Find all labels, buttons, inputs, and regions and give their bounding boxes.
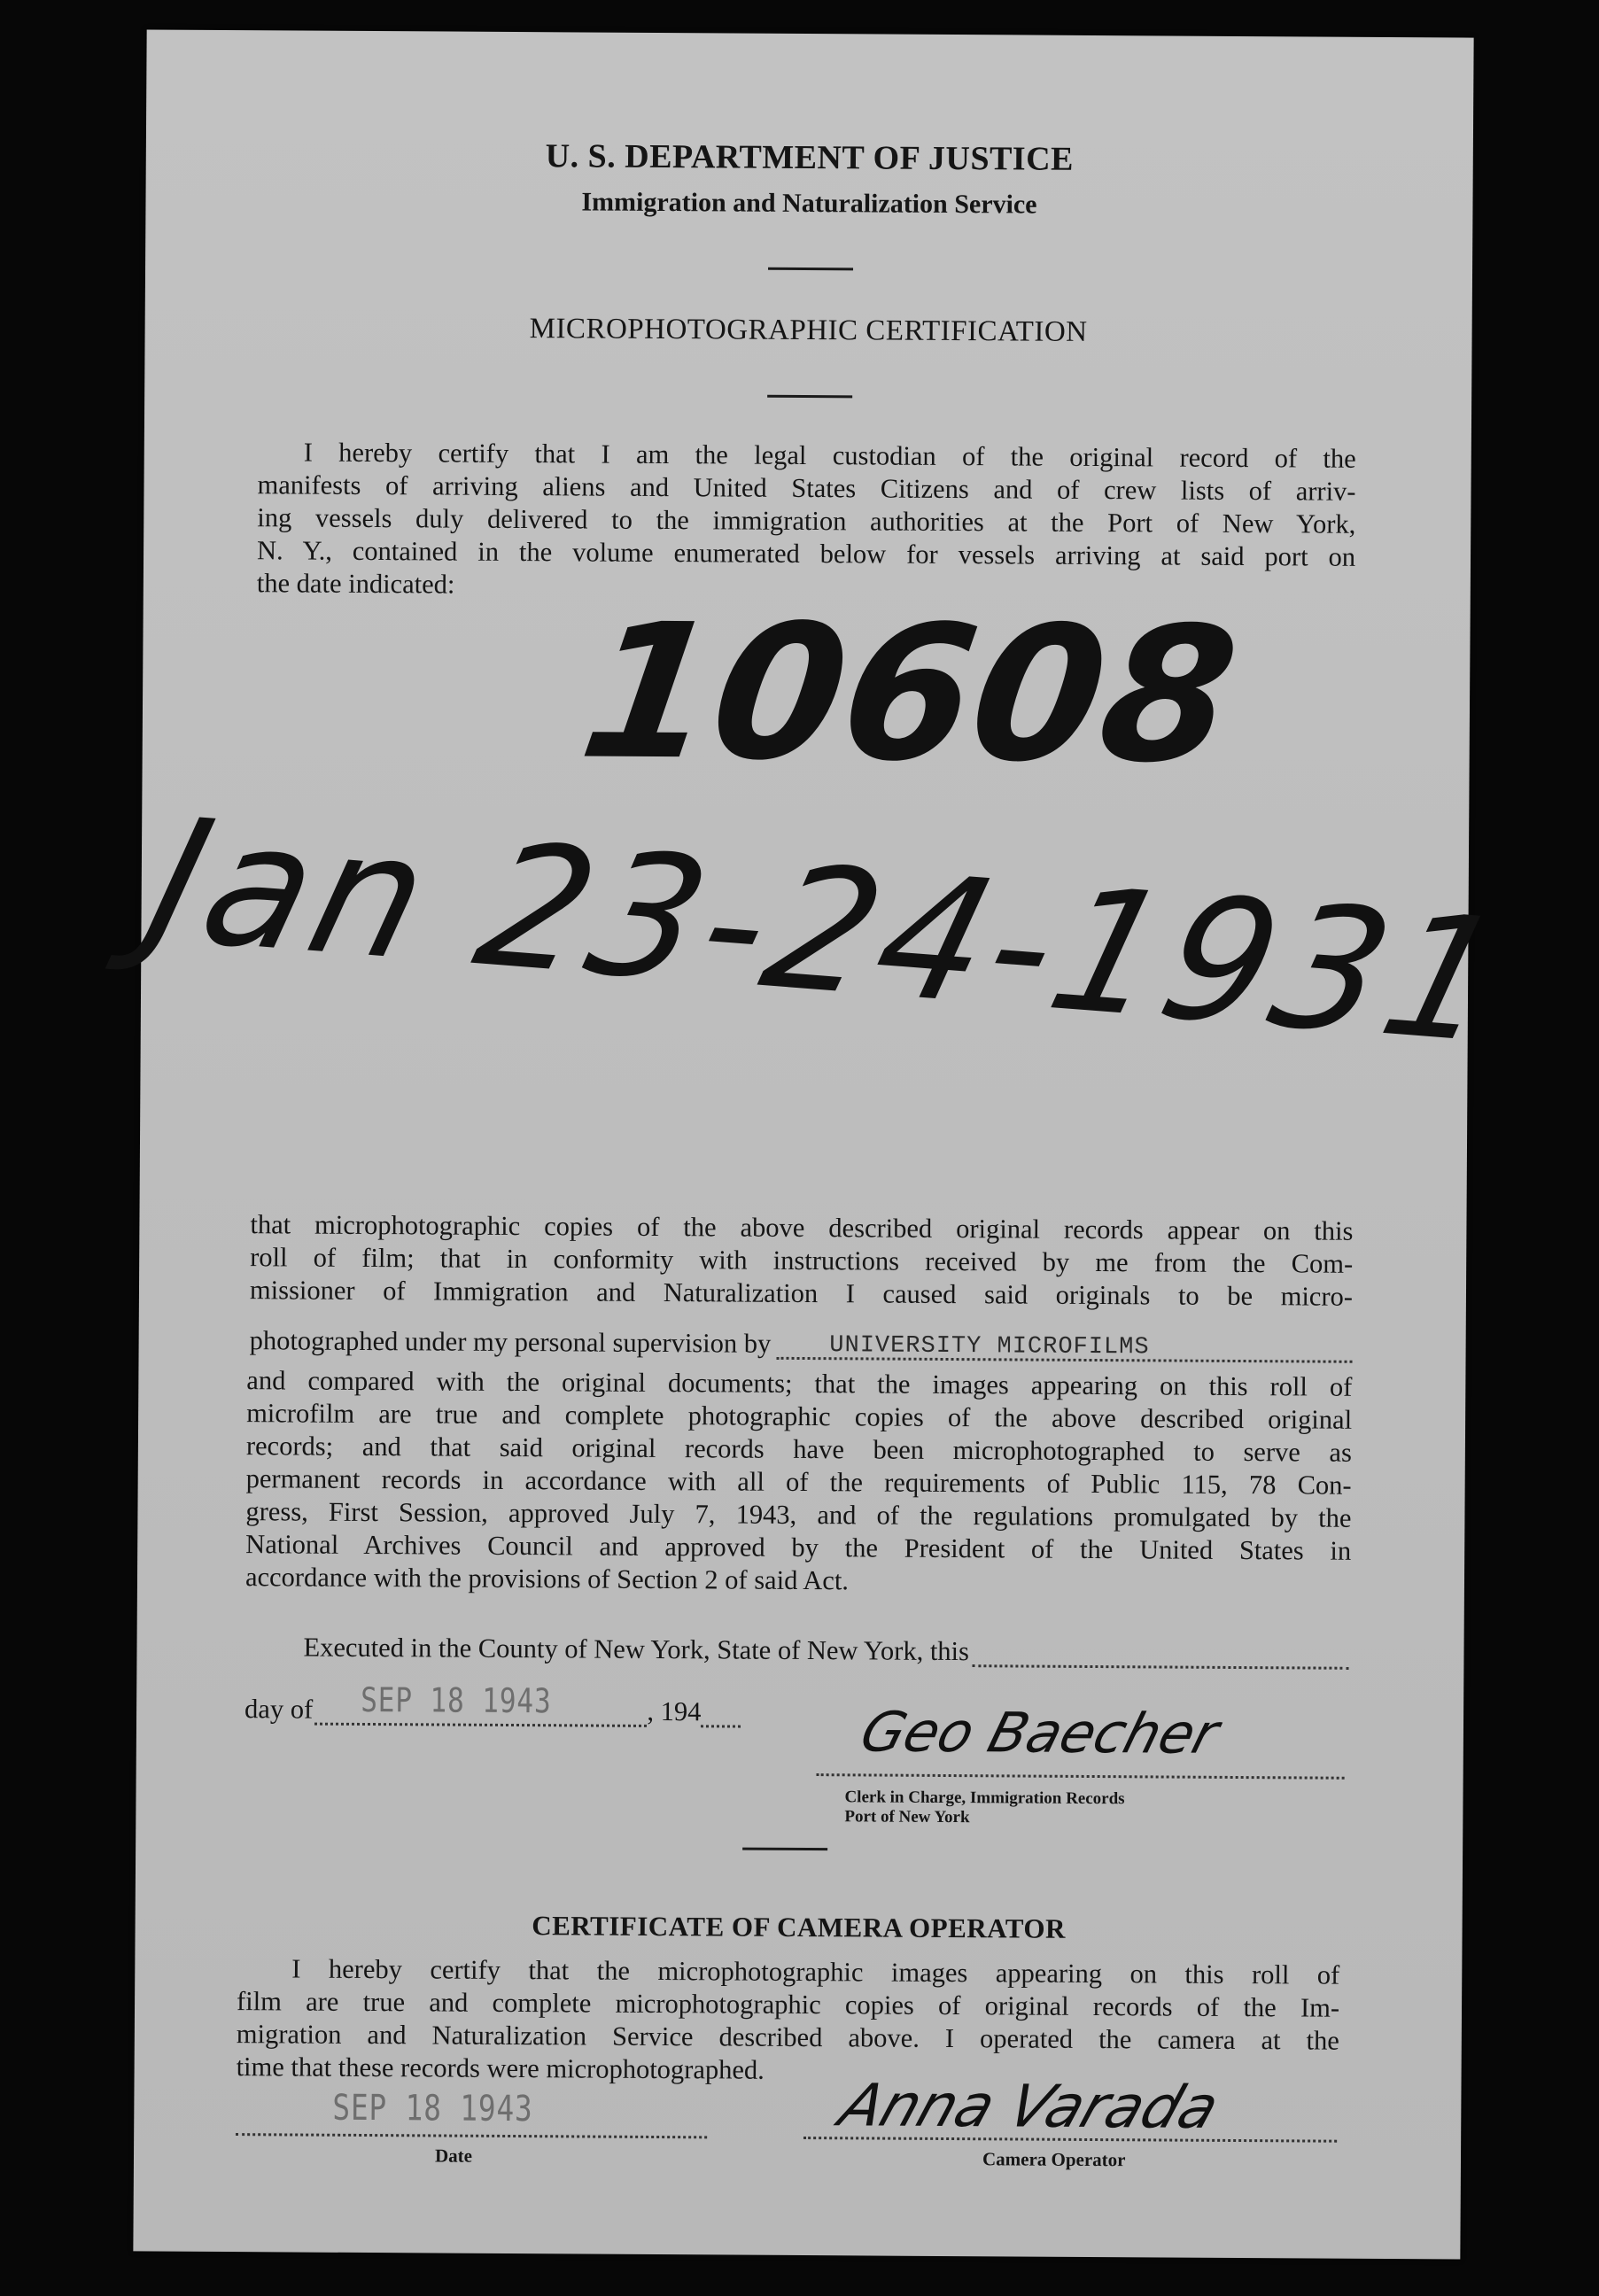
clerk-title-line2: Port of New York xyxy=(844,1807,970,1827)
divider-top xyxy=(768,268,853,271)
body-line: that microphotographic copies of the above described original records appear on this xyxy=(250,1209,1354,1246)
body-line: microfilm are true and complete photographic copies of the above described original xyxy=(246,1398,1353,1435)
day-of-line xyxy=(244,1679,741,1727)
camera-line: I hereby certify that the microphotographic images appearing on this roll of xyxy=(291,1953,1340,1990)
camera-operator-label: Camera Operator xyxy=(982,2148,1126,2171)
year-field xyxy=(701,1702,741,1727)
camera-date-label: Date xyxy=(434,2145,473,2167)
date-stamp: SEP 18 1943 xyxy=(361,1679,552,1721)
certificate-page xyxy=(130,29,1525,2259)
department-heading: U. S. DEPARTMENT OF JUSTICE xyxy=(545,137,1075,178)
supervision-line xyxy=(250,1325,1353,1363)
body-paragraph-2 xyxy=(245,1364,1353,1601)
body-line: gress, First Session, approved July 7, 1943, and of the regulations promulgated by the xyxy=(245,1496,1352,1533)
intro-line: ing vessels duly delivered to the immigration authorities at the Port of New York, xyxy=(257,502,1356,539)
intro-line: N. Y., contained in the volume enumerated below for vessels arriving at said port on xyxy=(256,535,1356,572)
camera-date-line xyxy=(236,2121,707,2138)
camera-date-stamp: SEP 18 1943 xyxy=(332,2087,533,2130)
camera-line: film are true and complete microphotographic copies of original records of the Im- xyxy=(236,1986,1340,2023)
body-line: roll of film; that in conformity with instructions received by me from the Com- xyxy=(250,1242,1354,1279)
executed-text: Executed in the County of New York, State of New York, this xyxy=(303,1632,970,1667)
body-line: records; and that said original records have been microphotographed to serve as xyxy=(245,1431,1352,1468)
handwritten-date: Jan 23-24-1931 xyxy=(130,781,1525,1081)
divider-mid xyxy=(767,395,852,399)
camera-section-title: CERTIFICATE OF CAMERA OPERATOR xyxy=(532,1910,1067,1944)
body-line: National Archives Council and approved by the President of the United States in xyxy=(245,1529,1352,1566)
body-paragraph xyxy=(250,1208,1354,1314)
supervision-prefix: photographed under my personal supervision by xyxy=(249,1325,772,1359)
year-prefix: , 194 xyxy=(647,1695,702,1727)
camera-line: migration and Naturalization Service described above. I operated the camera at the xyxy=(236,2019,1339,2056)
typed-filmer-name: UNIVERSITY MICROFILMS xyxy=(829,1332,1150,1361)
body-line: missioner of Immigration and Naturalization I caused said originals to be micro- xyxy=(249,1275,1354,1312)
certification-title: MICROPHOTOGRAPHIC CERTIFICATION xyxy=(529,313,1088,348)
body-line: accordance with the provisions of Section 2 of said Act. xyxy=(245,1562,850,1596)
clerk-signature: Geo Baecher xyxy=(853,1699,1226,1766)
service-subheading: Immigration and Naturalization Service xyxy=(581,187,1037,220)
intro-line: the date indicated: xyxy=(256,568,455,600)
supervision-field xyxy=(776,1330,1352,1363)
body-line: permanent records in accordance with all of the requirements of Public 115, 78 Con- xyxy=(245,1463,1352,1501)
divider-camera xyxy=(742,1848,827,1851)
intro-line: I hereby certify that I am the legal custodian of the original record of the xyxy=(303,437,1356,474)
clerk-title-line1: Clerk in Charge, Immigration Records xyxy=(844,1788,1125,1809)
handwritten-volume-number: 10608 xyxy=(570,583,1249,804)
day-of-label: day of xyxy=(244,1694,314,1725)
intro-paragraph xyxy=(257,436,1356,607)
executed-day-field xyxy=(973,1641,1349,1670)
camera-line: time that these records were microphotographed. xyxy=(236,2052,765,2085)
clerk-title xyxy=(844,1788,1124,1828)
intro-line: manifests of arriving aliens and United States Citizens and of crew lists of arriv- xyxy=(257,469,1356,507)
executed-line xyxy=(303,1633,1348,1670)
body-line: and compared with the original documents; that the images appearing on this roll of xyxy=(246,1365,1353,1402)
day-of-field xyxy=(314,1679,647,1727)
operator-signature: Anna Varada xyxy=(831,2071,1228,2142)
camera-paragraph xyxy=(237,1952,1340,2090)
